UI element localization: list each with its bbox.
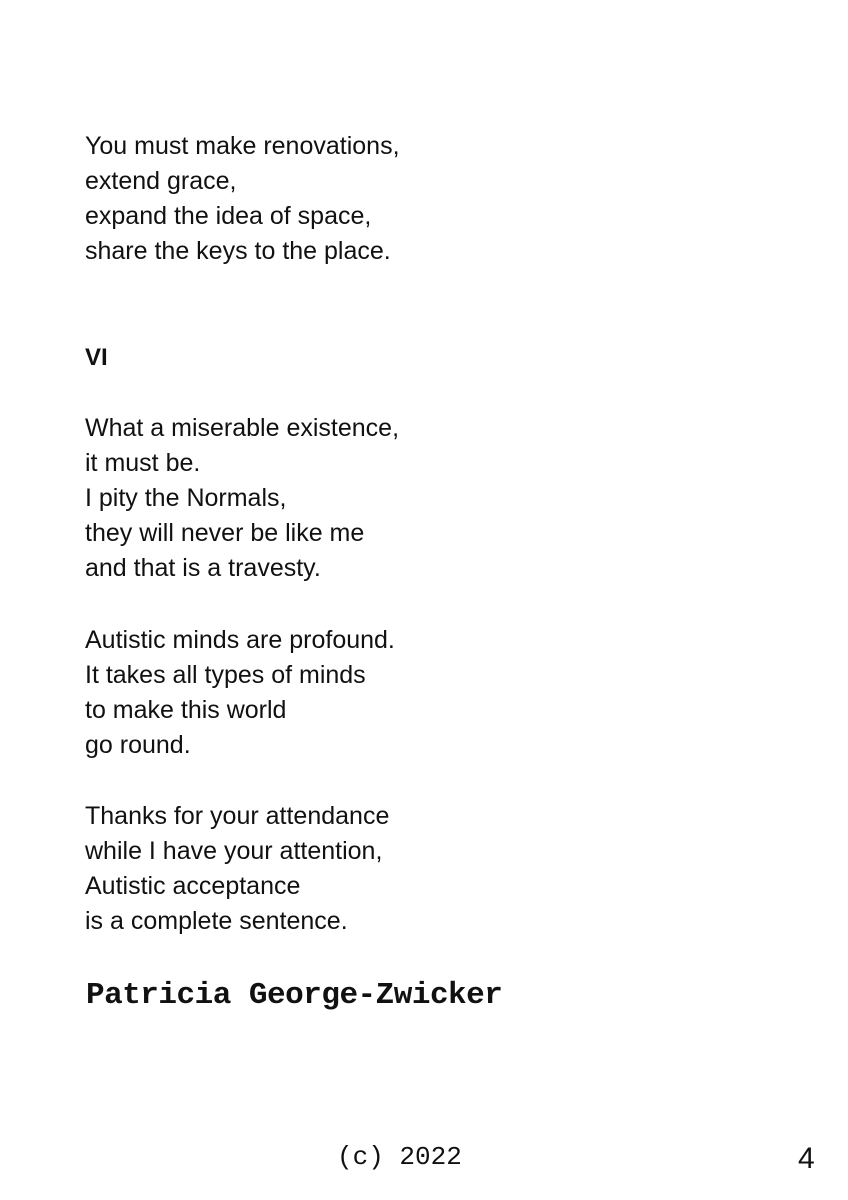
poem-line: I pity the Normals, — [85, 484, 287, 512]
poem-line: Autistic acceptance — [85, 872, 301, 900]
stanza-2 — [85, 411, 399, 586]
stanza-1 — [85, 129, 400, 269]
author-signature: Patricia George-Zwicker — [86, 978, 503, 1013]
poem-line: extend grace, — [85, 167, 237, 195]
poem-line: Thanks for your attendance — [85, 802, 390, 830]
poem-line: You must make renovations, — [85, 132, 400, 160]
poem-line: while I have your attention, — [85, 837, 383, 865]
poem-line: it must be. — [85, 449, 201, 477]
poem-line: share the keys to the place. — [85, 237, 391, 265]
stanza-4 — [85, 799, 389, 939]
poem-line: they will never be like me — [85, 519, 365, 547]
poem-line: to make this world — [85, 696, 287, 724]
copyright-notice: (c) 2022 — [337, 1142, 462, 1172]
poem-line: go round. — [85, 731, 191, 759]
poem-line: expand the idea of space, — [85, 202, 372, 230]
page-number: 4 — [798, 1142, 815, 1175]
poem-line: and that is a travesty. — [85, 554, 321, 582]
poem-line: What a miserable existence, — [85, 414, 400, 442]
poem-line: It takes all types of minds — [85, 661, 366, 689]
section-heading: VI — [85, 344, 108, 371]
poem-line: is a complete sentence. — [85, 907, 348, 935]
stanza-3 — [85, 623, 395, 763]
poem-line: Autistic minds are profound. — [85, 626, 395, 654]
